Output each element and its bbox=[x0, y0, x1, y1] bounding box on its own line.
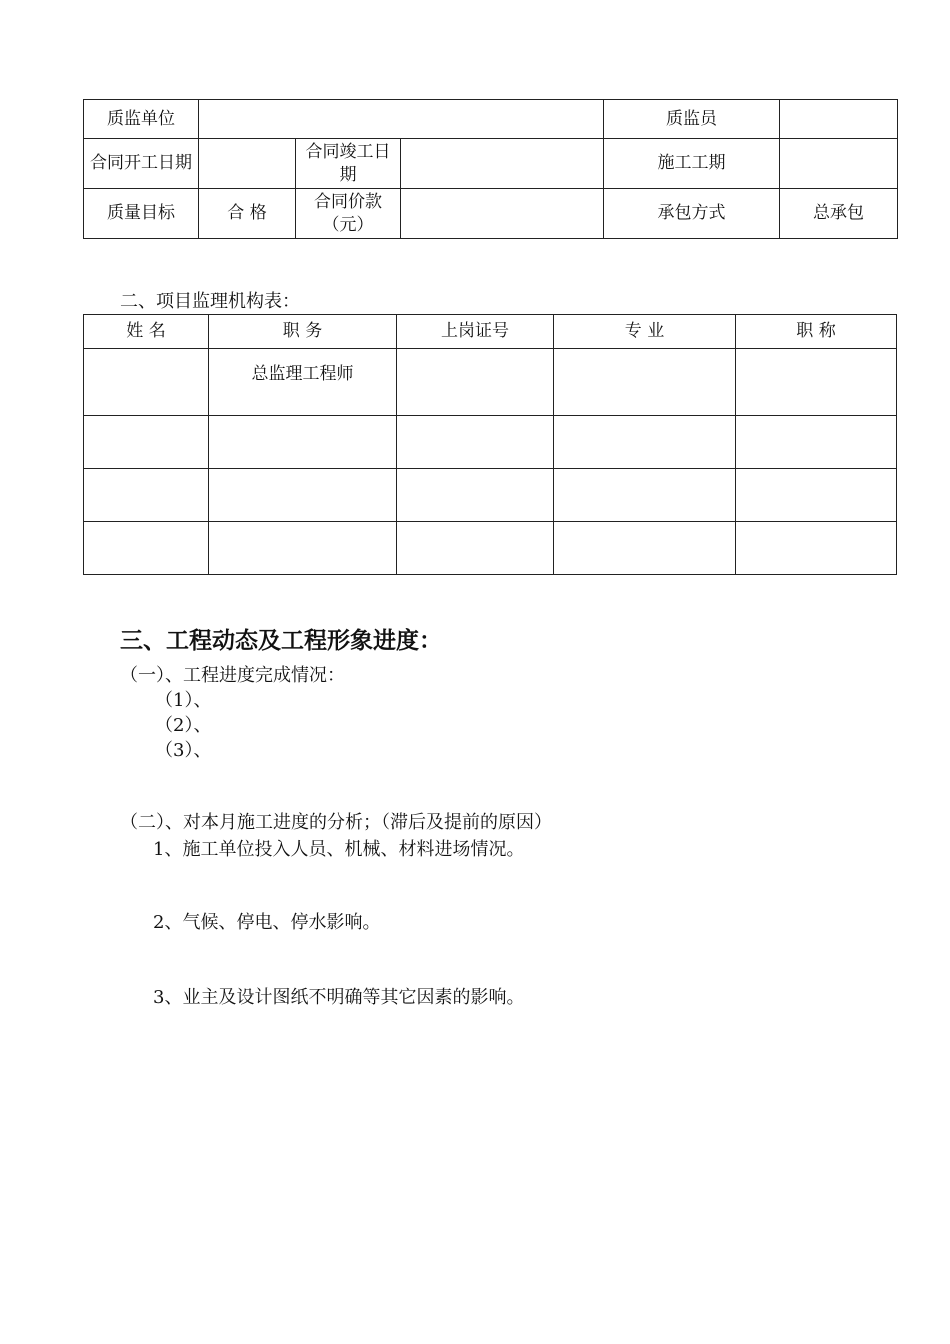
cell-specialty bbox=[554, 349, 736, 416]
cell-name bbox=[84, 349, 209, 416]
supervision-organization-table bbox=[83, 314, 897, 575]
value-contract-price bbox=[401, 189, 604, 239]
analysis-item-3: 3、业主及设计图纸不明确等其它因素的影响。 bbox=[153, 987, 525, 1008]
table-row bbox=[84, 189, 898, 239]
table-row bbox=[84, 139, 898, 189]
project-info-table bbox=[83, 99, 898, 239]
label-contract-start-date: 合同开工日期 bbox=[84, 139, 199, 189]
analysis-item-1: 1、施工单位投入人员、机械、材料进场情况。 bbox=[153, 839, 525, 860]
section-3-title: 三、工程动态及工程形象进度： bbox=[120, 627, 442, 654]
cell-title bbox=[736, 416, 897, 469]
progress-item-2: （2）、 bbox=[155, 715, 212, 736]
table-row bbox=[84, 469, 897, 522]
cell-position: 总监理工程师 bbox=[209, 349, 397, 416]
cell-certificate-no bbox=[397, 522, 554, 575]
progress-item-1: （1）、 bbox=[155, 690, 212, 711]
value-contract-start-date bbox=[199, 139, 296, 189]
header-name: 姓 名 bbox=[84, 315, 209, 349]
cell-name bbox=[84, 522, 209, 575]
cell-specialty bbox=[554, 522, 736, 575]
value-construction-period bbox=[780, 139, 898, 189]
cell-name bbox=[84, 469, 209, 522]
label-contract-price: 合同价款（元） bbox=[296, 189, 401, 239]
cell-title bbox=[736, 522, 897, 575]
header-position: 职 务 bbox=[209, 315, 397, 349]
value-quality-supervisor bbox=[780, 100, 898, 139]
value-contract-completion-date bbox=[401, 139, 604, 189]
label-quality-target: 质量目标 bbox=[84, 189, 199, 239]
subsection-2-title: （二）、对本月施工进度的分析；（滞后及提前的原因） bbox=[120, 812, 552, 833]
cell-title bbox=[736, 469, 897, 522]
header-specialty: 专 业 bbox=[554, 315, 736, 349]
value-contract-method: 总承包 bbox=[780, 189, 898, 239]
cell-position bbox=[209, 469, 397, 522]
section-2-title: 二、项目监理机构表： bbox=[120, 291, 300, 312]
header-certificate-no: 上岗证号 bbox=[397, 315, 554, 349]
label-contract-completion-date: 合同竣工日期 bbox=[296, 139, 401, 189]
table-row bbox=[84, 522, 897, 575]
cell-title bbox=[736, 349, 897, 416]
cell-certificate-no bbox=[397, 416, 554, 469]
cell-position bbox=[209, 416, 397, 469]
subsection-1-title: （一）、工程进度完成情况： bbox=[120, 665, 345, 686]
cell-certificate-no bbox=[397, 349, 554, 416]
label-quality-supervisor: 质监员 bbox=[604, 100, 780, 139]
analysis-item-2: 2、气候、停电、停水影响。 bbox=[153, 912, 381, 933]
label-construction-period: 施工工期 bbox=[604, 139, 780, 189]
table-row bbox=[84, 416, 897, 469]
value-quality-target: 合 格 bbox=[199, 189, 296, 239]
cell-specialty bbox=[554, 416, 736, 469]
progress-item-3: （3）、 bbox=[155, 740, 212, 761]
cell-certificate-no bbox=[397, 469, 554, 522]
table-row bbox=[84, 100, 898, 139]
cell-name bbox=[84, 416, 209, 469]
table-header-row bbox=[84, 315, 897, 349]
label-contract-method: 承包方式 bbox=[604, 189, 780, 239]
table-row bbox=[84, 349, 897, 416]
header-title: 职 称 bbox=[736, 315, 897, 349]
cell-specialty bbox=[554, 469, 736, 522]
label-quality-supervision-unit: 质监单位 bbox=[84, 100, 199, 139]
value-quality-supervision-unit bbox=[199, 100, 604, 139]
cell-position bbox=[209, 522, 397, 575]
